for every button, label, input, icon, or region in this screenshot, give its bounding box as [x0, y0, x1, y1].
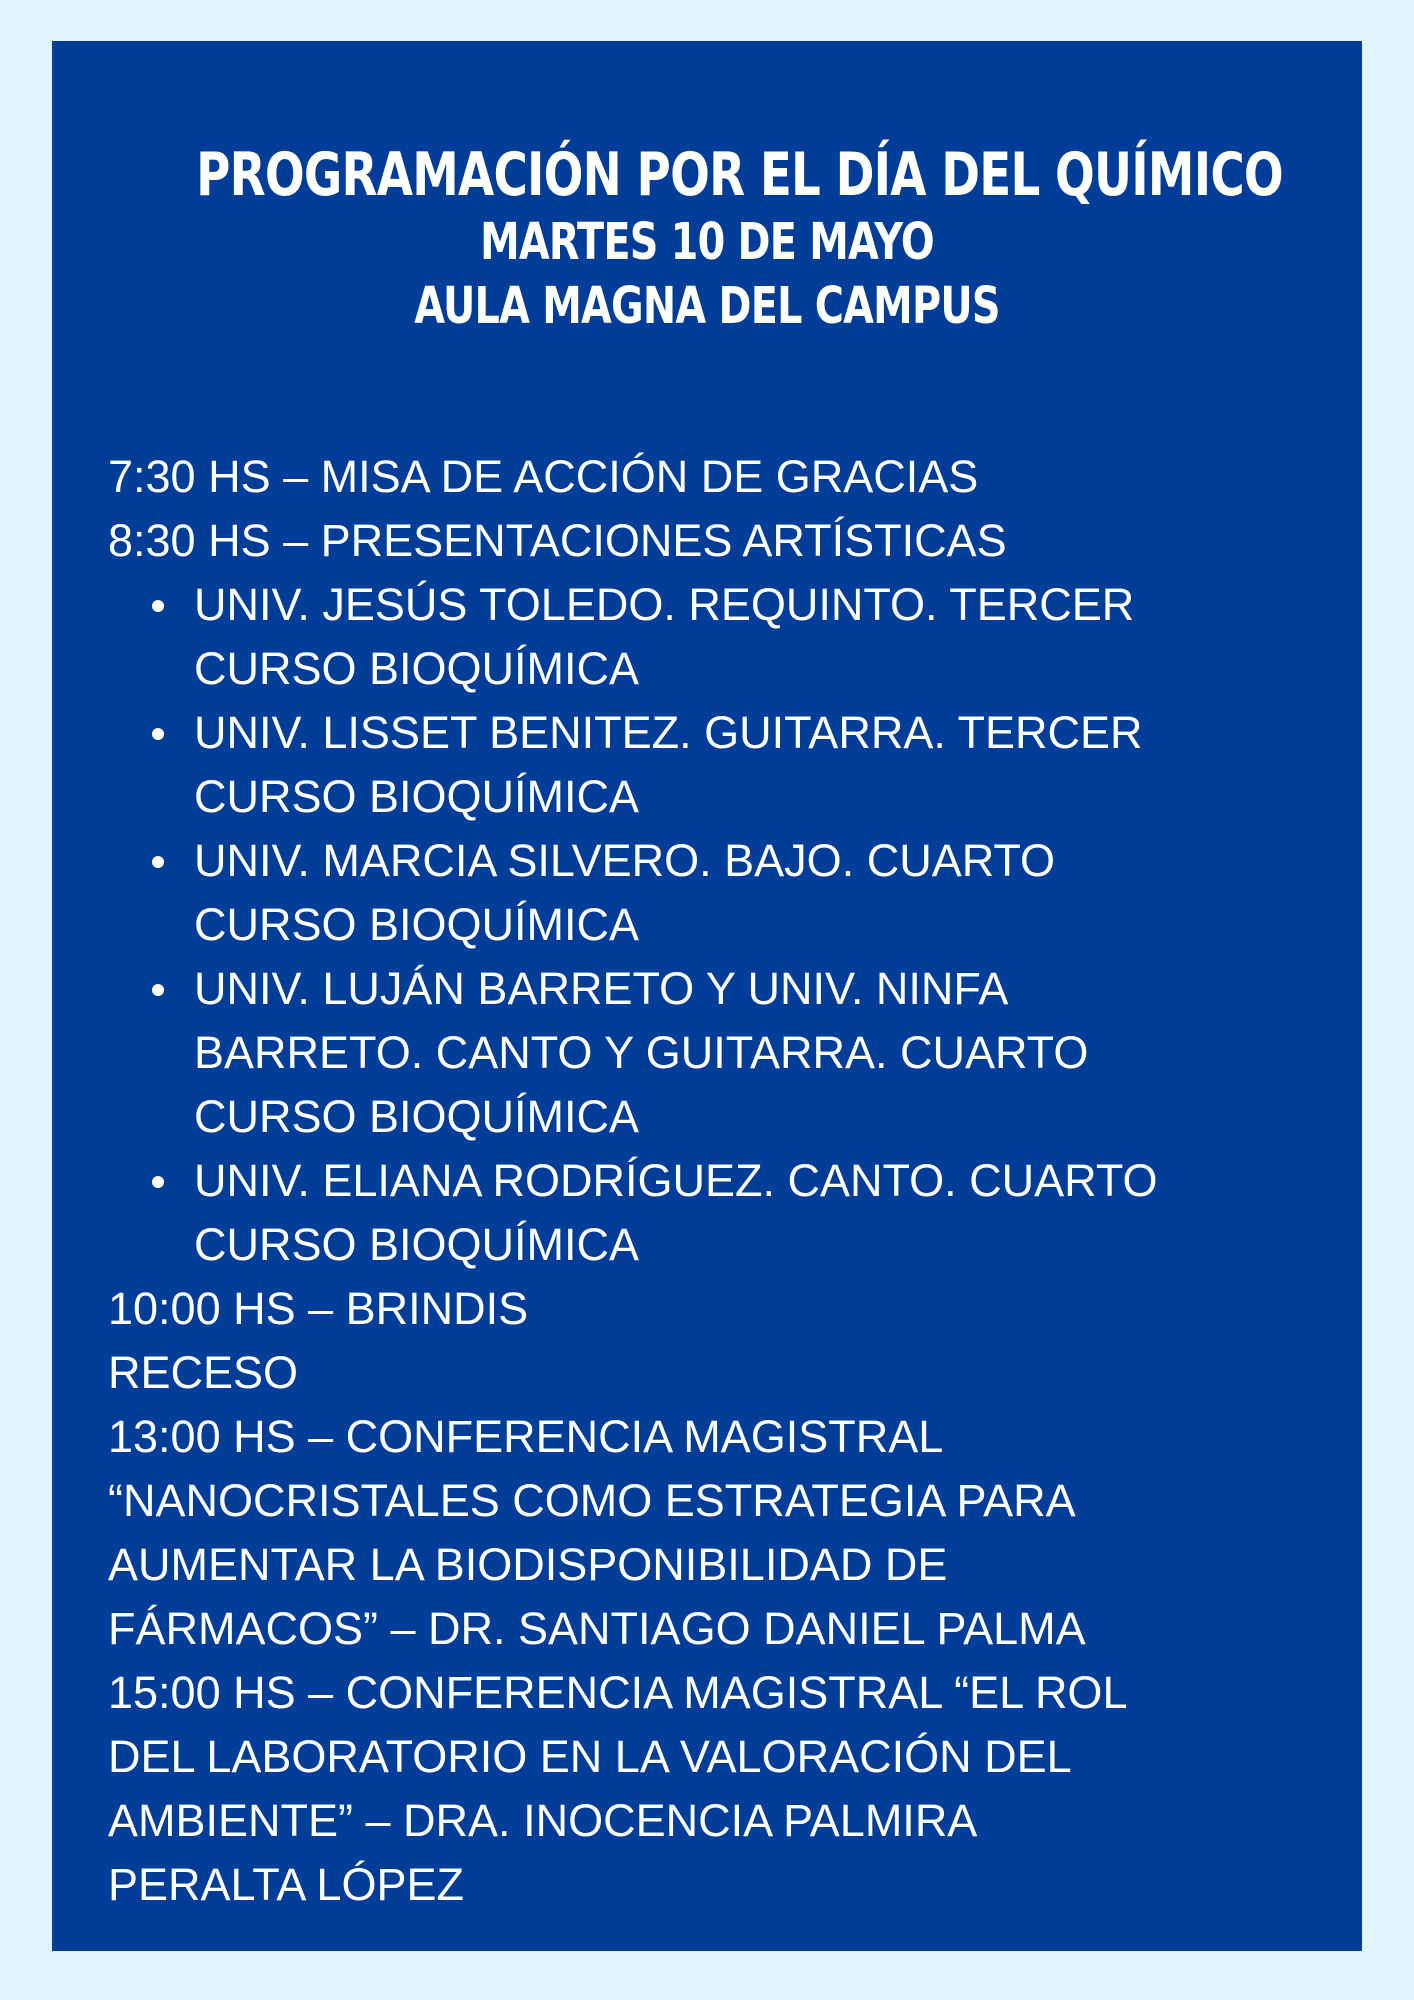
- program-panel: [52, 41, 1362, 1951]
- conference-2-line: AMBIENTE” – DRA. INOCENCIA PALMIRA: [108, 1795, 978, 1846]
- artist-line: UNIV. JESÚS TOLEDO. REQUINTO. TERCER: [194, 579, 1135, 630]
- conference-1-line: FÁRMACOS” – DR. SANTIAGO DANIEL PALMA: [108, 1603, 1086, 1654]
- bullet-icon: [152, 856, 164, 868]
- schedule-item-art: 8:30 HS – PRESENTACIONES ARTÍSTICAS: [108, 515, 1007, 566]
- list-item: [108, 829, 1328, 957]
- artist-line: BARRETO. CANTO Y GUITARRA. CUARTO: [194, 1027, 1089, 1078]
- page-title: PROGRAMACIÓN POR EL DÍA DEL QUÍMICO: [196, 140, 1283, 210]
- conference-1-line: AUMENTAR LA BIODISPONIBILIDAD DE: [108, 1539, 948, 1590]
- list-item: [108, 701, 1328, 829]
- artist-line: CURSO BIOQUÍMICA: [194, 1091, 640, 1142]
- header: [52, 139, 1362, 339]
- list-item: [108, 957, 1328, 1149]
- schedule-item-toast: 10:00 HS – BRINDIS: [108, 1283, 529, 1334]
- artist-line: UNIV. LISSET BENITEZ. GUITARRA. TERCER: [194, 707, 1143, 758]
- event-venue: AULA MAGNA DEL CAMPUS: [414, 277, 1000, 336]
- list-item: [108, 573, 1328, 701]
- schedule-item-recess: RECESO: [108, 1347, 299, 1398]
- bullet-icon: [152, 600, 164, 612]
- artist-line: UNIV. LUJÁN BARRETO Y UNIV. NINFA: [194, 963, 1009, 1014]
- bullet-icon: [152, 728, 164, 740]
- bullet-icon: [152, 1176, 164, 1188]
- artist-list: [108, 573, 1328, 1277]
- artist-line: CURSO BIOQUÍMICA: [194, 643, 640, 694]
- bullet-icon: [152, 984, 164, 996]
- conference-1-line: “NANOCRISTALES COMO ESTRATEGIA PARA: [108, 1475, 1076, 1526]
- artist-line: UNIV. ELIANA RODRÍGUEZ. CANTO. CUARTO: [194, 1155, 1158, 1206]
- artist-line: UNIV. MARCIA SILVERO. BAJO. CUARTO: [194, 835, 1056, 886]
- list-item: [108, 1149, 1328, 1277]
- artist-line: CURSO BIOQUÍMICA: [194, 899, 640, 950]
- conference-2-line: DEL LABORATORIO EN LA VALORACIÓN DEL: [108, 1731, 1072, 1782]
- conference-1-line: 13:00 HS – CONFERENCIA MAGISTRAL: [108, 1411, 944, 1462]
- event-date: MARTES 10 DE MAYO: [480, 213, 934, 272]
- artist-line: CURSO BIOQUÍMICA: [194, 1219, 640, 1270]
- conference-2-line: 15:00 HS – CONFERENCIA MAGISTRAL “EL ROL: [108, 1667, 1128, 1718]
- artist-line: CURSO BIOQUÍMICA: [194, 771, 640, 822]
- schedule: [108, 445, 1328, 1917]
- schedule-item-mass: 7:30 HS – MISA DE ACCIÓN DE GRACIAS: [108, 451, 979, 502]
- conference-2-line: PERALTA LÓPEZ: [108, 1859, 464, 1910]
